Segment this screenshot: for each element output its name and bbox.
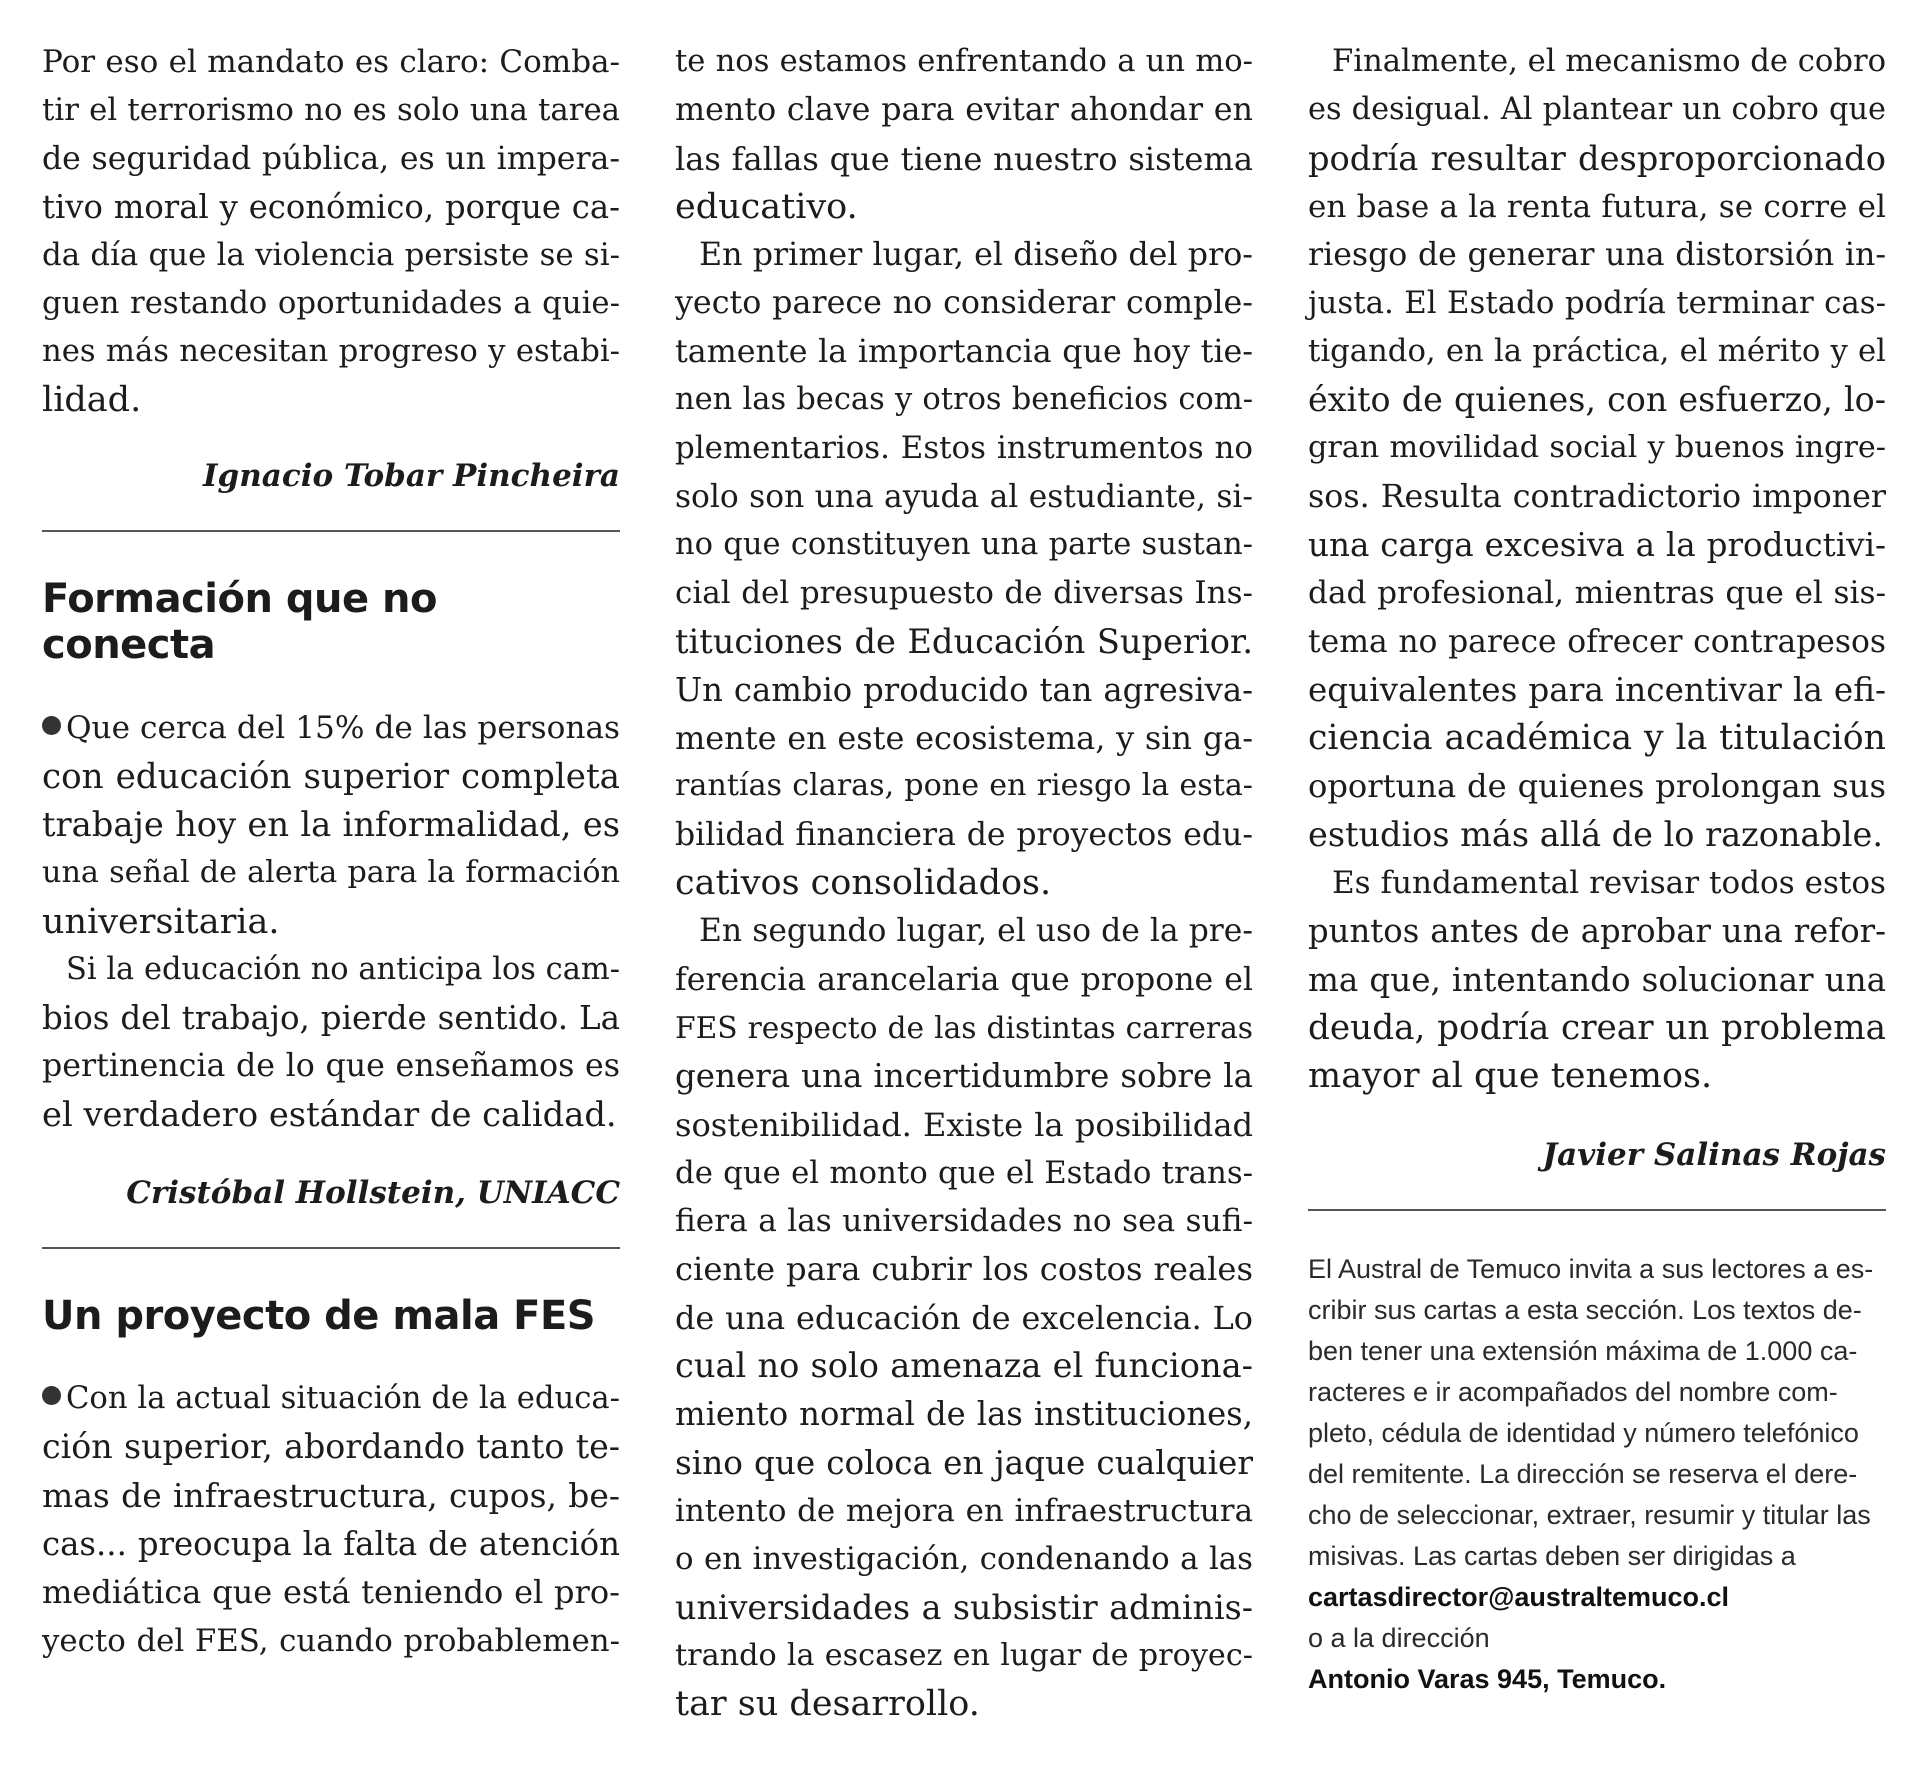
text-line: de una educación de excelencia. Lo	[675, 1298, 1253, 1337]
text-line: cual no solo amenaza el funciona-	[675, 1346, 1253, 1386]
text-line: En primer lugar, el diseño del pro-	[699, 237, 1253, 274]
text-line: trando la escasez en lugar de proyec-	[675, 1637, 1253, 1673]
text-line: de seguridad pública, es un impera-	[42, 140, 620, 177]
letter-2-paragraph-1	[42, 704, 620, 945]
bullet-icon	[42, 716, 61, 735]
text-line: trabaje hoy en la informalidad, es	[42, 804, 620, 844]
text-line: equivalentes para incentivar la efi-	[1308, 670, 1886, 709]
text-line: pertinencia de lo que enseñamos es	[42, 1048, 620, 1085]
text-line: no que constituyen una parte sustan-	[675, 526, 1253, 562]
text-line	[42, 704, 620, 752]
text-line: Por eso el mandato es claro: Comba-	[42, 44, 620, 80]
text-line: yecto del FES, cuando probablemen-	[42, 1622, 620, 1659]
text-line: Finalmente, el mecanismo de cobro	[1332, 44, 1887, 79]
text-line: ción superior, abordando tanto te-	[42, 1427, 620, 1467]
bullet-icon	[42, 1386, 61, 1405]
text-line-content: Que cerca del 15% de las personas	[66, 710, 620, 747]
text-line: estudios más allá de lo razonable.	[1308, 814, 1883, 854]
text-line: es desigual. Al plantear un cobro que	[1308, 92, 1886, 128]
text-line: tituciones de Educación Superior.	[675, 621, 1253, 661]
text-line-content: Con la actual situación de la educa-	[66, 1381, 620, 1417]
info-line: pleto, cédula de identidad y número telefónico	[1308, 1417, 1859, 1448]
text-line: dad profesional, mientras que el sis-	[1308, 575, 1886, 612]
headline-fes: Un proyecto de mala FES	[42, 1293, 596, 1340]
letter-3-paragraph-2	[675, 38, 1253, 231]
text-line: yecto parece no considerar comple-	[675, 285, 1253, 322]
text-line: nes más necesitan progreso y estabi-	[42, 333, 620, 369]
text-line: con educación superior completa	[42, 756, 620, 797]
column-1	[42, 38, 620, 1665]
text-line: mento clave para evitar ahondar en	[675, 92, 1253, 129]
text-line: las fallas que tiene nuestro sistema	[675, 139, 1253, 178]
text-line: mediática que está teniendo el pro-	[42, 1573, 620, 1612]
letters-info-box	[1308, 1249, 1886, 1700]
info-line: cho de seleccionar, extraer, resumir y titular las	[1308, 1499, 1871, 1530]
text-line: te nos estamos enfrentando a un mo-	[675, 44, 1253, 79]
text-line: Es fundamental revisar todos estos	[1332, 865, 1886, 902]
letter-3-paragraph-5	[1308, 38, 1886, 859]
text-line: bilidad financiera de proyectos edu-	[675, 816, 1253, 853]
signature-cristobal-hollstein: Cristóbal Hollstein, UNIACC	[126, 1175, 620, 1212]
letter-3-paragraph-4	[675, 907, 1253, 1728]
divider	[1308, 1209, 1886, 1211]
letter-1-ending	[42, 38, 620, 424]
text-line: éxito de quienes, con esfuerzo, lo-	[1308, 380, 1886, 420]
text-line: mas de infraestructura, cupos, be-	[42, 1475, 620, 1515]
text-line: educativo.	[675, 186, 858, 227]
text-line: tamente la importancia que hoy tie-	[675, 333, 1253, 370]
text-line: cativos consolidados.	[675, 863, 1052, 904]
text-line: mente en este ecosistema, y sin ga-	[675, 719, 1253, 758]
text-line: en base a la renta futura, se corre el	[1308, 188, 1886, 225]
text-line: tivo moral y económico, porque ca-	[42, 187, 620, 226]
text-line: cial del presupuesto de diversas Ins-	[675, 575, 1253, 612]
text-line: ciencia académica y la titulación	[1308, 718, 1886, 759]
text-line: da día que la violencia persiste se si-	[42, 237, 620, 274]
text-line: sino que coloca en jaque cualquier	[675, 1443, 1253, 1482]
headline-formacion: Formación que no conecta	[42, 576, 438, 669]
signature-javier-salinas: Javier Salinas Rojas	[1542, 1136, 1886, 1173]
text-line: tema no parece ofrecer contrapesos	[1308, 623, 1886, 660]
text-line: sos. Resulta contradictorio imponer	[1308, 478, 1886, 515]
text-line: lidad.	[42, 380, 142, 421]
text-line: el verdadero estándar de calidad.	[42, 1094, 617, 1134]
text-line: oportuna de quienes prolongan sus	[1308, 767, 1886, 806]
text-line: ma que, intentando solucionar una	[1308, 960, 1886, 999]
letter-3-paragraph-3	[675, 231, 1253, 907]
text-line: universidades a subsistir adminis-	[675, 1587, 1253, 1627]
text-line: genera una incertidumbre sobre la	[675, 1057, 1253, 1096]
text-line: deuda, podría crear un problema	[1308, 1007, 1886, 1048]
text-line: de que el monto que el Estado trans-	[675, 1154, 1253, 1191]
text-line: puntos antes de aprobar una refor-	[1308, 912, 1886, 951]
text-line: Si la educación no anticipa los cam-	[66, 951, 620, 987]
text-line: riesgo de generar una distorsión in-	[1308, 237, 1886, 274]
text-line: intento de mejora en infraestructura	[675, 1492, 1253, 1529]
text-line: una carga excesiva a la productivi-	[1308, 525, 1886, 564]
letter-2-paragraph-2	[42, 946, 620, 1139]
column-2	[675, 38, 1253, 1728]
text-line: tir el terrorismo no es solo una tarea	[42, 92, 620, 129]
letter-3-paragraph-1	[42, 1375, 620, 1665]
info-line: del remitente. La dirección se reserva el dere-	[1308, 1458, 1858, 1489]
info-line: El Austral de Temuco invita a sus lectores a es-	[1308, 1253, 1874, 1284]
text-line: solo son una ayuda al estudiante, si-	[675, 478, 1253, 515]
text-line: o en investigación, condenando a las	[675, 1541, 1253, 1578]
text-line: sostenibilidad. Existe la posibilidad	[675, 1105, 1253, 1144]
info-address: Antonio Varas 945, Temuco.	[1308, 1663, 1667, 1694]
info-line: cribir sus cartas a esta sección. Los textos de-	[1308, 1294, 1862, 1325]
info-line: misivas. Las cartas deben ser dirigidas a	[1308, 1540, 1796, 1571]
text-line: plementarios. Estos instrumentos no	[675, 430, 1253, 467]
text-line: guen restando oportunidades a quie-	[42, 285, 620, 322]
text-line: rantías claras, pone en riesgo la esta-	[675, 768, 1253, 804]
text-line: miento normal de las instituciones,	[675, 1395, 1253, 1434]
divider	[42, 1247, 620, 1249]
text-line: una señal de alerta para la formación	[42, 855, 620, 891]
text-line: Un cambio producido tan agresiva-	[675, 670, 1253, 709]
text-line	[42, 1375, 620, 1423]
text-line: cas... preocupa la falta de atención	[42, 1524, 620, 1563]
text-line: gran movilidad social y buenos ingre-	[1308, 430, 1886, 466]
column-3	[1308, 38, 1886, 1700]
info-line: o a la dirección	[1308, 1622, 1490, 1653]
info-line: racteres e ir acompañados del nombre com-	[1308, 1376, 1838, 1407]
text-line: justa. El Estado podría terminar cas-	[1308, 285, 1886, 322]
info-line: ben tener una extensión máxima de 1.000 ca-	[1308, 1335, 1858, 1366]
text-line: tar su desarrollo.	[675, 1684, 980, 1725]
divider	[42, 530, 620, 532]
text-line: nen las becas y otros beneficios com-	[675, 382, 1253, 418]
text-line: fiera a las universidades no sea sufi-	[675, 1203, 1253, 1240]
info-email: cartasdirector@australtemuco.cl	[1308, 1581, 1729, 1612]
text-line: universitaria.	[42, 901, 280, 942]
text-line: tigando, en la práctica, el mérito y el	[1308, 333, 1886, 369]
text-line: FES respecto de las distintas carreras	[675, 1009, 1253, 1045]
letter-3-paragraph-6	[1308, 859, 1886, 1100]
text-line: ferencia arancelaria que propone el	[675, 961, 1253, 998]
text-line: bios del trabajo, pierde sentido. La	[42, 999, 620, 1038]
text-line: En segundo lugar, el uso de la pre-	[699, 913, 1253, 950]
text-line: mayor al que tenemos.	[1308, 1056, 1713, 1097]
text-line: podría resultar desproporcionado	[1308, 138, 1886, 178]
signature-ignacio-tobar: Ignacio Tobar Pincheira	[203, 458, 620, 495]
text-line: ciente para cubrir los costos reales	[675, 1250, 1253, 1289]
